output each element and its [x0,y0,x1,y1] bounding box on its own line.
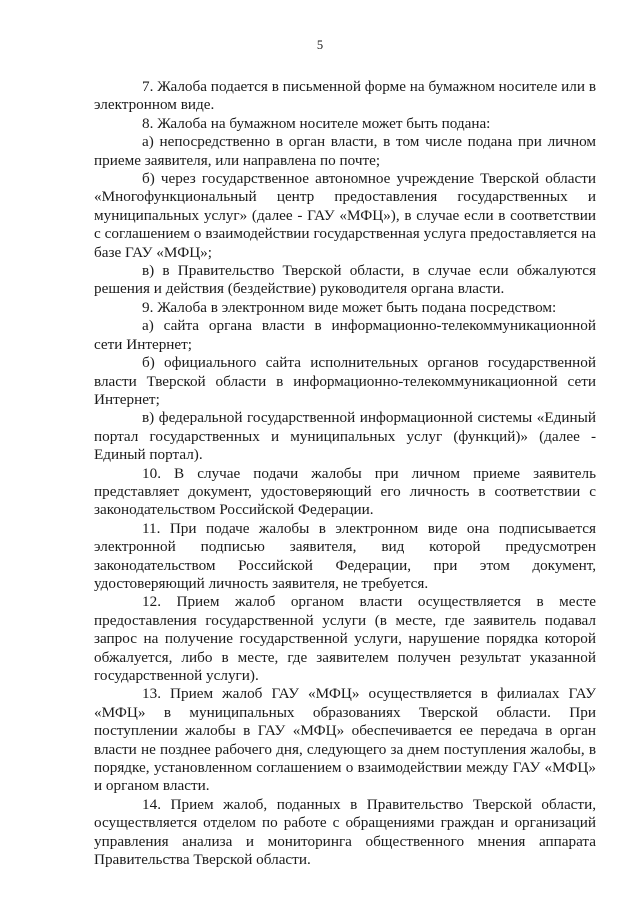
paragraph-9a: а) сайта органа власти в информационно-телекоммуникационной сети Интернет; [94,317,596,353]
document-body [94,78,596,869]
paragraph-9v: в) федеральной государственной информационной системы «Единый портал государственных и муниципальных услуг (функций)» (далее - Единый портал). [94,409,596,464]
paragraph-8a: а) непосредственно в орган власти, в том числе подана при личном приеме заявителя, или направлена по почте; [94,133,596,169]
paragraph-12: 12. Прием жалоб органом власти осуществляется в месте предоставления государственной услуги (в месте, где заявитель подавал запрос на получение государственной услуги, нарушение порядка которой обжалуется, либо в месте, где заявителем получен результат указанной государственной услуги). [94,593,596,684]
paragraph-14: 14. Прием жалоб, поданных в Правительство Тверской области, осуществляется отделом по работе с обращениями граждан и организаций управления анализа и мониторинга общественного мнения аппарата Правительства Тверской области. [94,795,596,869]
paragraph-10: 10. В случае подачи жалобы при личном приеме заявитель представляет документ, удостоверяющий его личность в соответствии с законодательством Российской Федерации. [94,464,596,519]
paragraph-13: 13. Прием жалоб ГАУ «МФЦ» осуществляется в филиалах ГАУ «МФЦ» в муниципальных образованиях Тверской области. При поступлении жалобы в ГАУ «МФЦ» обеспечивается ее передача в орган власти не позднее рабочего дня, следующего за днем поступления жалобы, в порядке, установленном соглашением о взаимодействии между ГАУ «МФЦ» и органом власти. [94,685,596,795]
paragraph-8: 8. Жалоба на бумажном носителе может быть подана: [142,114,491,132]
paragraph-11: 11. При подаче жалобы в электронном виде она подписывается электронной подписью заявителя, вид которой предусмотрен законодательством Российской Федерации, при этом документ, удостоверяющий личность заявителя, не требуется. [94,519,596,592]
paragraph-8v: в) в Правительство Тверской области, в случае если обжалуются решения и действия (бездействие) руководителя органа власти. [94,262,596,298]
paragraph-7: 7. Жалоба подается в письменной форме на бумажном носителе или в электронном виде. [94,78,596,114]
paragraph-8b: б) через государственное автономное учреждение Тверской области «Многофункциональный центр предоставления государственных и муниципальных услуг» (далее - ГАУ «МФЦ»), в случае если в соответствии с соглашением о взаимодействии государственная услуга предоставляется на базе ГАУ «МФЦ»; [94,170,596,261]
paragraph-9: 9. Жалоба в электронном виде может быть подана посредством: [142,298,557,316]
page-number: 5 [316,38,324,52]
paragraph-9b: б) официального сайта исполнительных органов государственной власти Тверской области в информационно-телекоммуникационной сети Интернет; [94,354,596,408]
